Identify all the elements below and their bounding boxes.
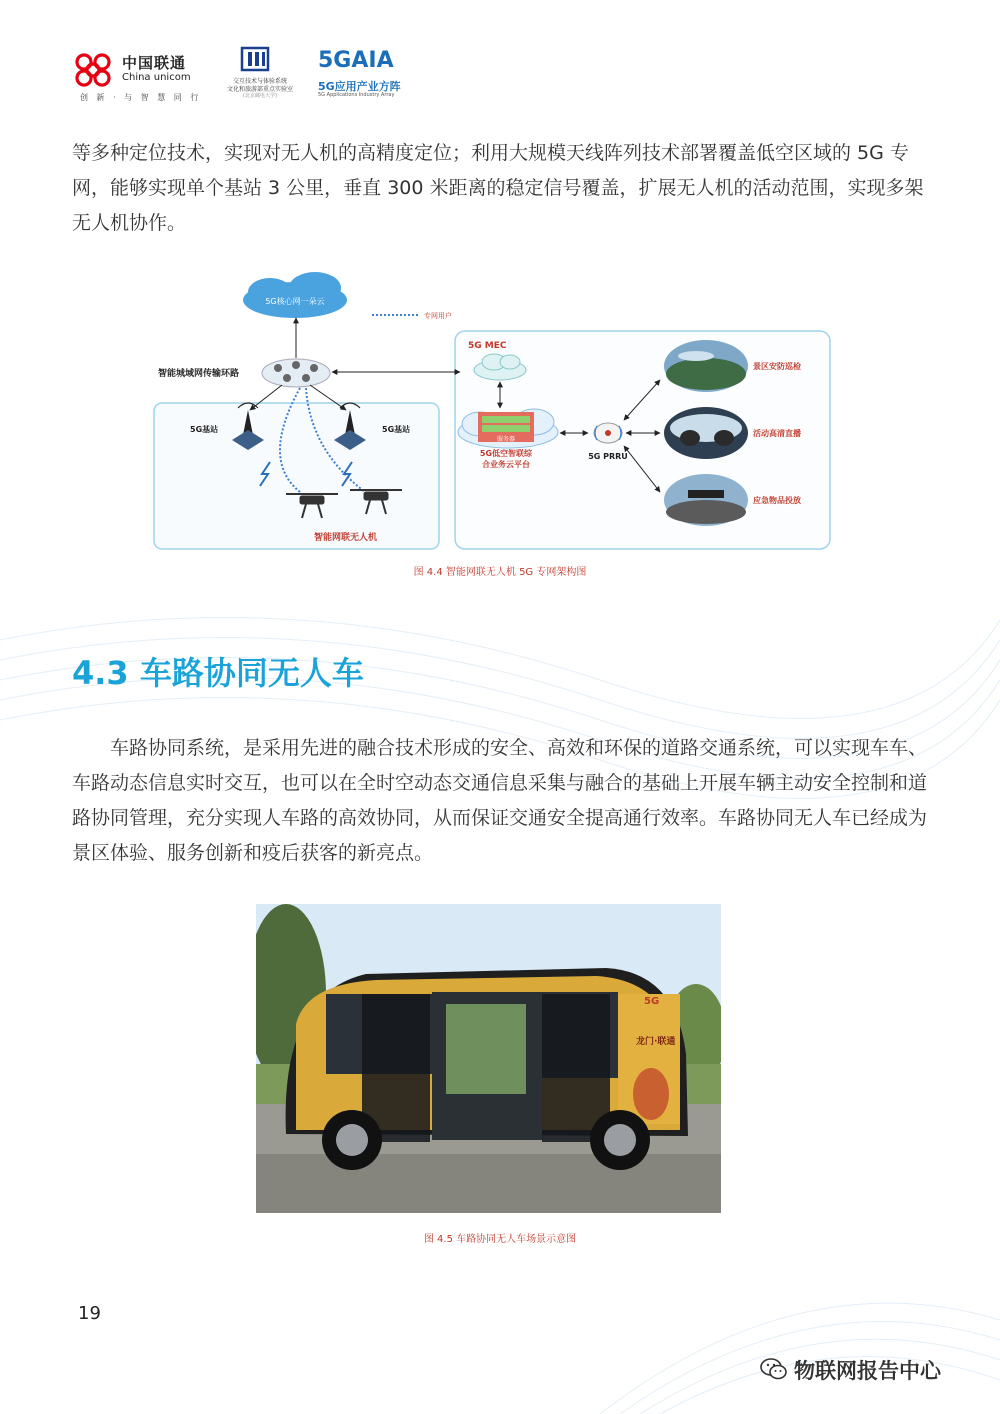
app3-image [664, 474, 748, 526]
unicom-knot-icon [70, 50, 116, 90]
vehicle-text-5g: 5G [644, 996, 660, 1007]
core-cloud-label: 5G核心网一朵云 [265, 297, 325, 306]
vehicle-illustration [256, 904, 721, 1213]
app2-image [664, 407, 748, 459]
aia-mark: 5GAIA [318, 48, 394, 73]
drone-label: 智能网联无人机 [314, 533, 378, 543]
lab-mark-icon [240, 46, 270, 72]
lab-logo [220, 46, 300, 102]
aia-cn-name: 5G应用产业方阵 [318, 80, 401, 93]
app1-label: 景区安防巡检 [753, 362, 801, 371]
ring-label: 智能城域网传输环路 [158, 369, 240, 379]
vehicle-text-brand: 龙门·联通 [636, 1037, 676, 1047]
body-paragraph-1: 等多种定位技术，实现对无人机的高精度定位；利用大规模天线阵列技术部署覆盖低空区域的 5G 专网，能够实现单个基站 3 公里，垂直 300 米距离的稳定信号覆盖，扩展无人机的活动范围，实现多架无人机协作。 [72, 142, 924, 234]
app3-label: 应急物品投放 [753, 496, 801, 505]
mec-label: 5G MEC [468, 341, 507, 351]
page-header [70, 42, 930, 102]
autonomous-vehicle-photo [256, 904, 721, 1213]
app2-label: 活动高清直播 [753, 429, 801, 438]
aia-en-name: 5G Applications Industry Array [318, 92, 395, 98]
prru-label: 5G PRRU [588, 452, 628, 461]
platform-label-line1: 5G低空智联综 [479, 449, 533, 458]
app1-image [664, 340, 748, 392]
bs-right-label: 5G基站 [382, 425, 411, 434]
5gaia-logo [318, 48, 408, 100]
unicom-en-name: China unicom [122, 72, 191, 83]
china-unicom-logo [70, 48, 202, 102]
core-network-cloud [243, 272, 347, 318]
transport-ring [262, 359, 330, 387]
legend-private-label: 专网用户 [424, 312, 452, 320]
server-label: 服务器 [496, 436, 516, 443]
figure-4-4-caption: 图 4.4 智能网联无人机 5G 专网架构图 [413, 567, 587, 578]
lab-name-line3: (北京邮电大学) [243, 93, 277, 99]
lab-name-line1: 交互技术与体验系统 [232, 78, 287, 85]
platform-label-line2: 合业务云平台 [482, 460, 530, 469]
bs-left-label: 5G基站 [190, 425, 219, 434]
page-number: 19 [78, 1303, 101, 1324]
unicom-cn-name: 中国联通 [122, 54, 187, 72]
unicom-slogan: 创 新 · 与 智 慧 同 行 [80, 93, 202, 102]
footer-brand [760, 1355, 980, 1385]
wechat-icon [760, 1357, 788, 1381]
drone-5g-architecture-diagram [150, 270, 840, 555]
section-title: 4.3 车路协同无人车 [72, 654, 364, 692]
prru-icon [594, 423, 622, 443]
footer-brand-name: 物联网报告中心 [794, 1359, 941, 1383]
lab-name-line2: 文化和旅游部重点实验室 [226, 86, 293, 93]
figure-4-5-caption: 图 4.5 车路协同无人车场景示意图 [423, 1234, 577, 1245]
body-paragraph-2: 车路协同系统，是采用先进的融合技术形成的安全、高效和环保的道路交通系统，可以实现车车、车路动态信息实时交互，也可以在全时空动态交通信息采集与融合的基础上开展车辆主动安全控制和道路协同管理，充分实现人车路的高效协同，从而保证交通安全提高通行效率。车路协同无人车已经成为景区体验、服务创新和疫后获客的新亮点。 [72, 737, 928, 864]
